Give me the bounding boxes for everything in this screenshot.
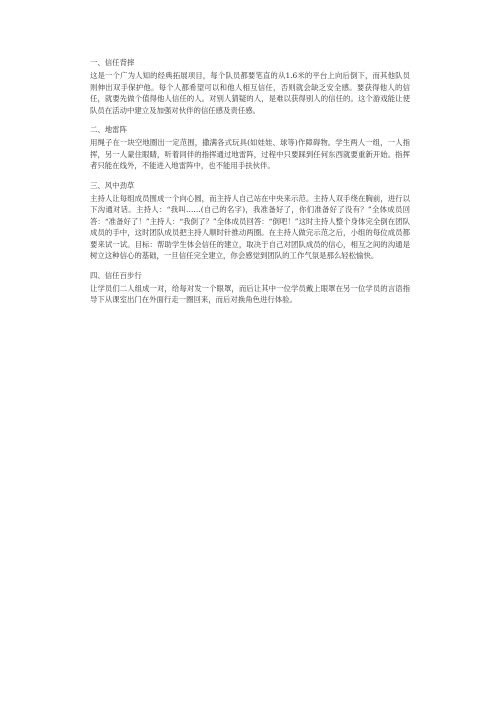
section-grass-in-wind xyxy=(90,180,410,262)
section-body: 用绳子在一块空地圈出一定范围，撒满各式玩具(如娃娃、球等)作障碍物。学生两人一组，一人指挥，另一人蒙住眼睛，听着同伴的指挥通过地雷阵，过程中只要踩到任何东西就要重新开始。指挥者只能在线外，不能进入地雷阵中，也不能用手扶伙伴。 xyxy=(90,138,410,170)
section-minefield xyxy=(90,124,410,172)
section-body: 这是一个广为人知的经典拓展项目，每个队员都要笔直的从1.6米的平台上向后倒下，而其他队员则伸出双手保护他。每个人都希望可以和他人相互信任，否则就会缺乏安全感。要获得他人的信任，就要先做个值得他人信任的人。对别人猜疑的人，是难以获得别人的信任的。这个游戏能让使队员在活动中建立及加强对伙伴的信任感及责任感。 xyxy=(90,71,410,115)
section-body: 主持人让每组成员围成一个向心圆，而主持人自己站在中央来示范。主持人双手绕在胸前，进行以下沟通对话。主持人：“我叫……(自己的名字)，我准备好了，你们准备好了没有？”全体成员回答：“准备好了！”主持人：“我倒了？”全体成员回答：“倒吧！”这时主持人整个身体完全倒在团队成员的手中，这时团队成员把主持人顺时针推动两圈。在主持人做完示范之后，小组的每位成员都要来试一试。目标：帮助学生体会信任的建立，取决于自己对团队成员的信心，相互之间的沟通是树立这种信心的基础，一旦信任完全建立，你会感觉到团队的工作气氛是那么轻松愉快。 xyxy=(90,193,410,260)
section-title: 二、地雷阵 xyxy=(90,125,127,134)
section-trust-walk xyxy=(90,270,410,306)
section-title: 三、风中劲草 xyxy=(90,180,135,190)
section-title: 四、信任百步行 xyxy=(90,270,142,280)
section-title: 一、信任背摔 xyxy=(90,58,135,67)
section-trust-fall xyxy=(90,57,410,116)
document-page xyxy=(90,57,410,314)
section-body: 让学员们二人组成一对，给每对发一个眼罩，而后让其中一位学员戴上眼罩在另一位学员的言语指导下从课室出门在外面行走一圈回来，而后对换角色进行体验。 xyxy=(90,283,410,304)
